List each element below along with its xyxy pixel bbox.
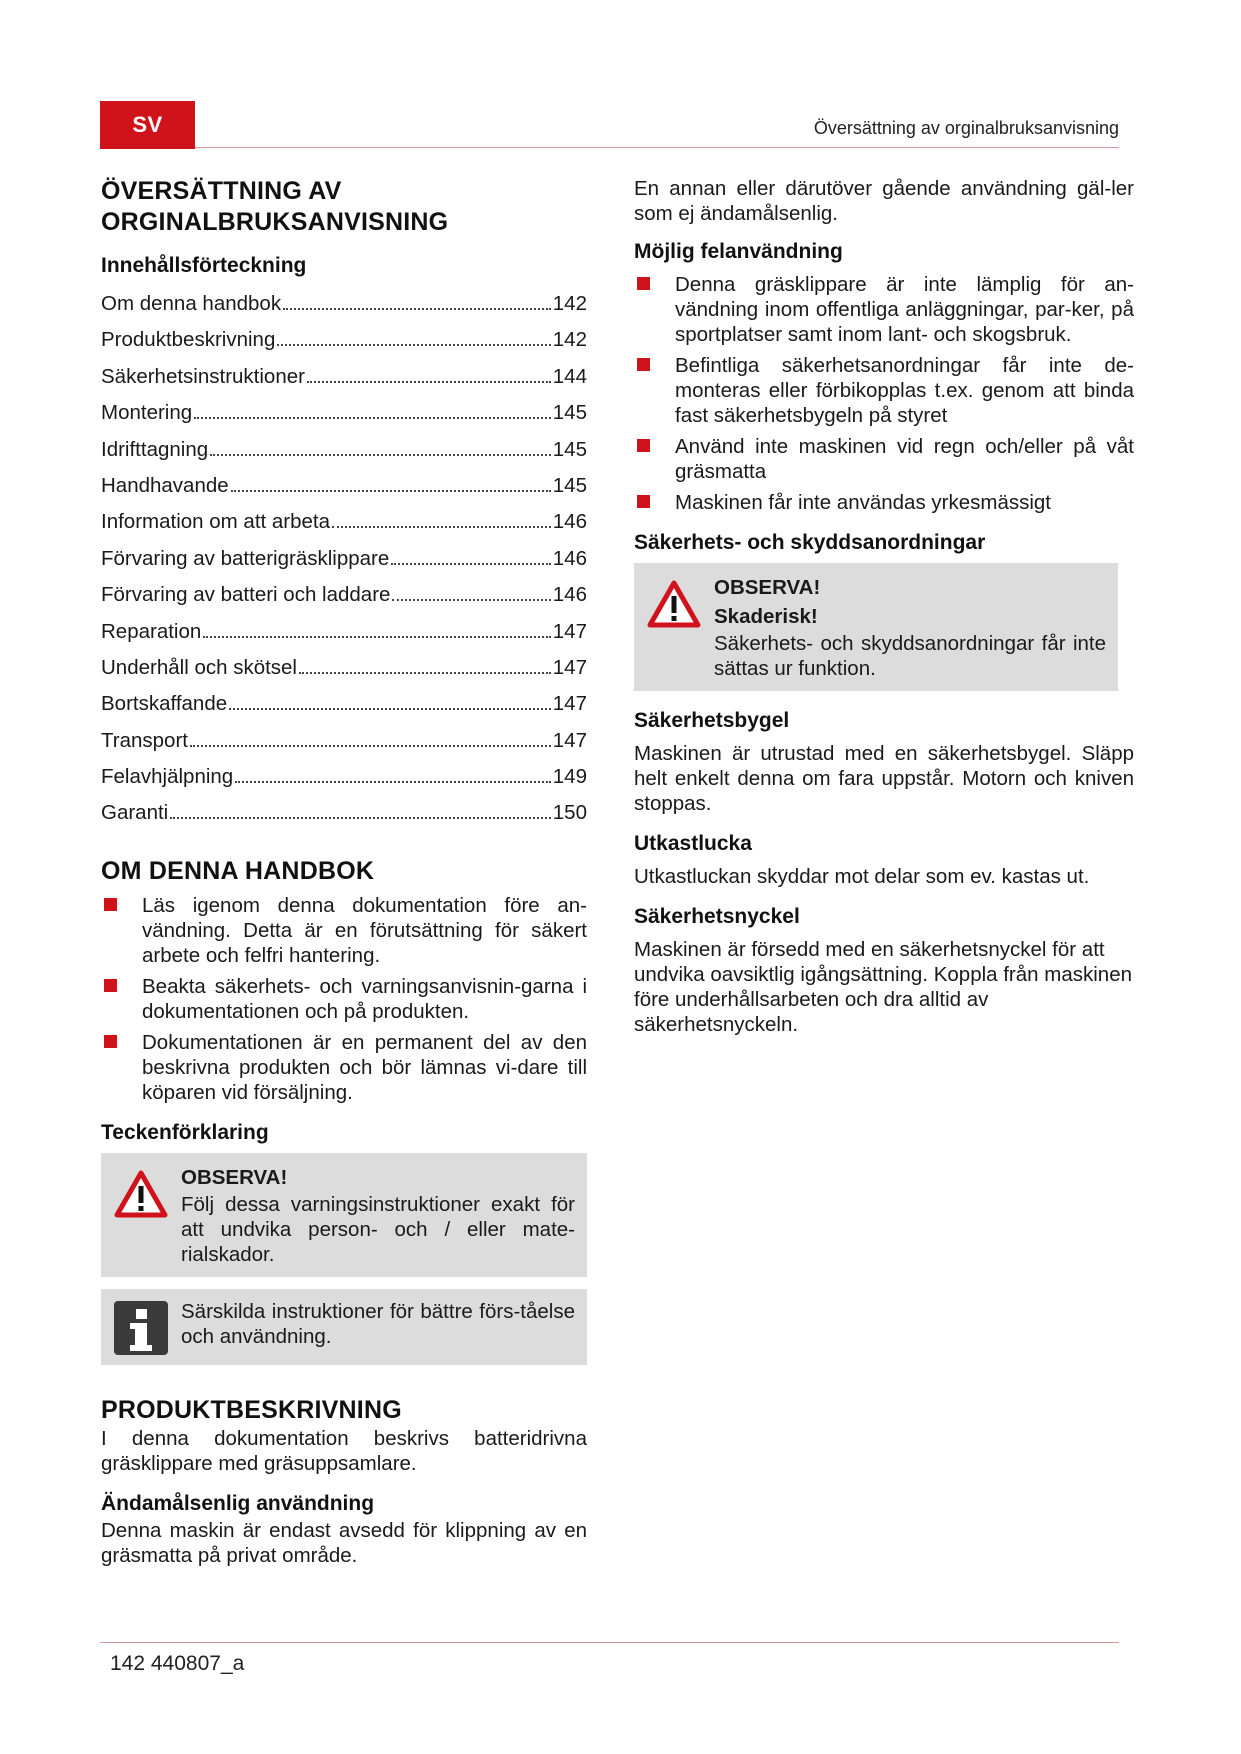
footer-divider (100, 1642, 1119, 1643)
toc-label: Produktbeskrivning (101, 328, 276, 352)
bullet-square-icon (104, 898, 117, 911)
toc-label: Montering (101, 401, 193, 425)
toc-page: 144 (552, 364, 587, 388)
product-text: I denna dokumentation beskrivs batteridrivna gräsklippare med gräsuppsamlare. (101, 1426, 587, 1475)
left-column (101, 176, 587, 1582)
bullet-square-icon (104, 979, 117, 992)
toc-label: Felavhjälpning (101, 765, 234, 789)
toc-label: Bortskaffande (101, 692, 228, 716)
intro-text: En annan eller därutöver gående användning gäl-ler som ej ändamålsenlig. (634, 177, 1134, 225)
safety-heading: Säkerhets- och skyddsanordningar (634, 531, 986, 554)
toc-entry[interactable] (101, 795, 587, 831)
toc-heading: Innehållsförteckning (101, 254, 307, 277)
toc-label: Transport (101, 728, 188, 752)
safety-warning-text: Säkerhets- och skyddsanordningar får inte sättas ur funktion. (714, 632, 1106, 680)
info-icon (114, 1301, 168, 1355)
toc-label: Om denna handbok (101, 292, 282, 315)
language-tab: SV (100, 101, 195, 149)
header-divider (195, 147, 1119, 148)
legend-heading: Teckenförklaring (101, 1120, 269, 1144)
list-item: Beakta säkerhets- och varningsanvisnin-garna i dokumentationen och på produkten. (101, 974, 587, 1024)
toc-page: 145 (552, 401, 587, 425)
list-item: Maskinen får inte användas yrkesmässigt (634, 490, 1134, 515)
toc-label: Reparation (101, 619, 202, 643)
toc-entry[interactable] (101, 359, 587, 395)
toc-page: 145 (552, 437, 587, 461)
bullet-square-icon (637, 495, 650, 508)
toc-page: 142 (552, 292, 587, 315)
warning-text: Följ dessa varningsinstruktioner exakt för att undvika person- och / eller mate-rialskador. (181, 1192, 575, 1266)
toc-entry[interactable] (101, 650, 587, 686)
warning-triangle-icon (113, 1169, 169, 1219)
toc-entry[interactable] (101, 723, 587, 759)
toc-page: 147 (552, 692, 587, 716)
toc-page: 146 (552, 583, 587, 607)
toc-label: Idrifttagning (101, 437, 209, 461)
toc-label: Handhavande (101, 473, 229, 497)
toc-label: Information om att arbeta (101, 510, 331, 534)
intended-use-heading: Ändamålsenlig användning (101, 1491, 375, 1515)
toc-page: 142 (552, 328, 587, 352)
safety-warning-notice (634, 563, 1118, 691)
chute-heading: Utkastlucka (634, 832, 752, 855)
toc-label: Underhåll och skötsel (101, 655, 297, 679)
toc-page: 147 (552, 728, 587, 752)
toc-entry[interactable] (101, 577, 587, 613)
main-title-line2: ORGINALBRUKSANVISNING (101, 208, 449, 236)
toc-page: 149 (552, 765, 587, 789)
toc-entry[interactable] (101, 759, 587, 795)
toc-label: Garanti (101, 801, 169, 825)
toc-label: Förvaring av batterigräsklippare (101, 546, 390, 570)
toc-entry[interactable] (101, 322, 587, 358)
header-title: Översättning av orginalbruksanvisning (813, 118, 1119, 138)
toc-entry[interactable] (101, 541, 587, 577)
toc-entry[interactable] (101, 686, 587, 722)
warning-notice (101, 1153, 587, 1277)
list-item: Denna gräsklippare är inte lämplig för an-vändning inom offentliga anläggningar, par-ker, på sportplatser samt inom lant- och skogsbruk. (634, 272, 1134, 347)
page-number: 142 440807_a (110, 1652, 245, 1675)
misuse-bullet-list (634, 272, 1134, 515)
toc-entry[interactable] (101, 432, 587, 468)
list-item: Läs igenom denna dokumentation före an-vändning. Detta är en förutsättning för säkert arbete och felfri hantering. (101, 893, 587, 968)
bail-heading: Säkerhetsbygel (634, 709, 790, 732)
intended-use-text: Denna maskin är endast avsedd för klippning av en gräsmatta på privat område. (101, 1518, 587, 1567)
about-heading: OM DENNA HANDBOK (101, 856, 375, 885)
toc-entry[interactable] (101, 395, 587, 431)
list-item: Befintliga säkerhetsanordningar får inte de-monteras eller förbikopplas t.ex. genom att binda fast säkerhetsbygeln på styret (634, 353, 1134, 428)
toc-page: 146 (552, 510, 587, 534)
toc-entry[interactable] (101, 614, 587, 650)
toc-page: 150 (552, 801, 587, 825)
toc-page: 146 (552, 546, 587, 570)
warning-triangle-icon (646, 579, 702, 629)
safety-warning-title: OBSERVA! (714, 576, 821, 599)
toc-label: Förvaring av batteri och laddare (101, 583, 391, 607)
toc-page: 145 (552, 473, 587, 497)
chute-text: Utkastluckan skyddar mot delar som ev. kastas ut. (634, 865, 1090, 888)
main-title (101, 176, 587, 238)
key-heading: Säkerhetsnyckel (634, 905, 800, 928)
toc-entry[interactable] (101, 504, 587, 540)
toc-entry[interactable] (101, 468, 587, 504)
bail-text: Maskinen är utrustad med en säkerhetsbygel. Släpp helt enkelt denna om fara uppstår. Motorn och kniven stoppas. (634, 742, 1134, 815)
info-text: Särskilda instruktioner för bättre förs-tåelse och användning. (181, 1299, 575, 1348)
toc-page: 147 (552, 655, 587, 679)
table-of-contents (101, 286, 587, 832)
warning-title: OBSERVA! (181, 1165, 288, 1189)
about-bullet-list (101, 893, 587, 1105)
product-heading: PRODUKTBESKRIVNING (101, 1395, 402, 1424)
info-notice (101, 1289, 587, 1365)
bullet-square-icon (637, 439, 650, 452)
bullet-square-icon (104, 1035, 117, 1048)
right-column (634, 176, 1134, 1051)
bullet-square-icon (637, 358, 650, 371)
list-item: Dokumentationen är en permanent del av den beskrivna produkten och bör lämnas vi-dare till köparen vid försäljning. (101, 1030, 587, 1105)
list-item: Använd inte maskinen vid regn och/eller på våt gräsmatta (634, 434, 1134, 484)
toc-entry[interactable] (101, 286, 587, 322)
main-title-line1: ÖVERSÄTTNING AV (101, 177, 342, 205)
misuse-heading: Möjlig felanvändning (634, 240, 843, 263)
bullet-square-icon (637, 277, 650, 290)
key-text: Maskinen är försedd med en säkerhetsnyckel för att undvika oavsiktlig igångsättning. Koppla från maskinen före underhållsarbeten och dra alltid av säkerhetsnyckeln. (634, 938, 1132, 1036)
toc-label: Säkerhetsinstruktioner (101, 364, 305, 388)
toc-page: 147 (552, 619, 587, 643)
safety-warning-subtitle: Skaderisk! (714, 605, 818, 628)
